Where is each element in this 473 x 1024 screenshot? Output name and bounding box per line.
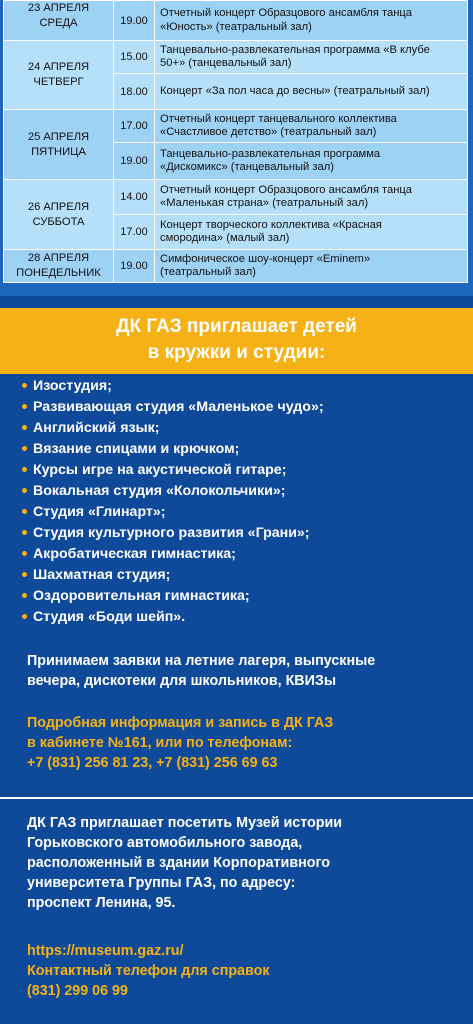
- club-name: Оздоровительная гимнастика;: [33, 588, 250, 604]
- event-text: Симфоническое шоу-концерт «Eminem»: [160, 252, 371, 265]
- event-cell: [155, 74, 468, 110]
- date-weekday: ПОНЕДЕЛЬНИК: [16, 267, 101, 279]
- time-cell: 15.00: [114, 41, 155, 74]
- club-name: Студия «Боди шейп».: [33, 609, 186, 625]
- list-item: [22, 441, 239, 462]
- event-text: Танцевально-развлекательная программа «В клубе: [160, 43, 430, 56]
- club-name: Студия культурного развития «Грани»;: [33, 525, 310, 541]
- info-line: в кабинете №161, или по телефонам:: [27, 735, 293, 751]
- list-item: [22, 588, 250, 609]
- museum-line: университета Группы ГАЗ, по адресу:: [27, 875, 296, 891]
- schedule-table: [3, 0, 468, 283]
- date-cell: [4, 110, 114, 180]
- event-text: смородина» (малый зал): [160, 232, 290, 244]
- event-cell: [155, 143, 468, 180]
- time-cell: 17.00: [114, 215, 155, 250]
- museum-line: Горьковского автомобильного завода,: [27, 835, 303, 851]
- list-item: [22, 609, 185, 630]
- bullet-icon: [22, 467, 27, 472]
- date-weekday: ПЯТНИЦА: [31, 145, 86, 158]
- club-name: Изостудия;: [33, 378, 112, 394]
- section-divider: [0, 797, 473, 799]
- date-weekday: СУББОТА: [32, 215, 85, 228]
- date-cell: [4, 41, 114, 110]
- event-text: «Дискомикс» (танцевальный зал): [160, 161, 334, 173]
- info-line: Подробная информация и запись в ДК ГАЗ: [27, 715, 334, 731]
- museum-text: [27, 813, 457, 913]
- date-day: 28 АПРЕЛЯ: [27, 252, 90, 264]
- date-day: 26 АПРЕЛЯ: [27, 200, 90, 213]
- club-name: Курсы игре на акустической гитаре;: [33, 462, 287, 478]
- bullet-icon: [22, 488, 27, 493]
- table-row: [4, 250, 468, 283]
- event-text: «Счастливое детство» (театральный зал): [160, 126, 377, 138]
- event-text: Отчетный концерт танцевального коллектива: [160, 112, 397, 125]
- club-name: Шахматная студия;: [33, 567, 171, 583]
- bullet-icon: [22, 551, 27, 556]
- contact-label: Контактный телефон для справок: [27, 963, 270, 979]
- banner-subtitle: в кружки и студии:: [147, 342, 326, 363]
- club-name: Вокальная студия «Колокольчики»;: [33, 483, 286, 499]
- club-name: Развивающая студия «Маленькое чудо»;: [33, 399, 324, 415]
- table-row: [4, 180, 468, 215]
- banner-title: ДК ГАЗ приглашает детей: [116, 316, 357, 337]
- list-item: [22, 378, 112, 399]
- date-cell: [4, 1, 114, 41]
- event-text: Отчетный концерт Образцового ансамбля танца: [160, 7, 413, 19]
- bullet-icon: [22, 383, 27, 388]
- contact-phone[interactable]: (831) 299 06 99: [27, 983, 128, 999]
- museum-line: расположенный в здании Корпоративного: [27, 855, 330, 871]
- date-cell: [4, 250, 114, 283]
- list-item: [22, 546, 236, 567]
- applications-line: вечера, дискотеки для школьников, КВИЗы: [27, 673, 337, 689]
- time-cell: 14.00: [114, 180, 155, 215]
- event-cell: [155, 180, 468, 215]
- club-name: Английский язык;: [33, 420, 160, 436]
- list-item: [22, 504, 166, 525]
- event-cell: [155, 1, 468, 41]
- date-day: 24 АПРЕЛЯ: [27, 61, 90, 73]
- list-item: [22, 462, 286, 483]
- event-text: 50+» (танцевальный зал): [160, 57, 292, 69]
- club-name: Студия «Глинарт»;: [33, 504, 166, 520]
- event-text: (театральный зал): [160, 266, 257, 278]
- bullet-icon: [22, 572, 27, 577]
- bullet-icon: [22, 530, 27, 535]
- list-item: [22, 483, 285, 504]
- museum-line: ДК ГАЗ приглашает посетить Музей истории: [27, 815, 343, 831]
- time-cell: 19.00: [114, 250, 155, 283]
- schedule-section: [0, 0, 473, 296]
- bullet-icon: [22, 446, 27, 451]
- club-name: Акробатическая гимнастика;: [33, 546, 236, 562]
- event-text: «Маленькая страна» (театральный зал): [160, 197, 369, 209]
- event-cell: [155, 110, 468, 143]
- bullet-icon: [22, 509, 27, 514]
- club-name: Вязание спицами и крючком;: [33, 441, 240, 457]
- date-day: 23 АПРЕЛЯ: [27, 2, 90, 14]
- event-cell: [155, 41, 468, 74]
- event-cell: [155, 215, 468, 250]
- table-row: [4, 41, 468, 74]
- event-text: Танцевально-развлекательная программа: [160, 147, 381, 160]
- date-cell: [4, 180, 114, 250]
- table-row: [4, 110, 468, 143]
- event-text: Отчетный концерт Образцового ансамбля танца: [160, 183, 413, 196]
- applications-line: Принимаем заявки на летние лагеря, выпускные: [27, 653, 376, 669]
- bullet-icon: [22, 425, 27, 430]
- invitation-banner: [0, 308, 473, 374]
- event-text: «Юность» (театральный зал): [160, 20, 312, 33]
- event-text: Концерт «За пол часа до весны» (театральный зал): [160, 84, 430, 97]
- phone-numbers[interactable]: +7 (831) 256 81 23, +7 (831) 256 69 63: [27, 755, 278, 771]
- list-item: [22, 567, 170, 588]
- date-weekday: ЧЕТВЕРГ: [33, 76, 84, 88]
- museum-address: проспект Ленина, 95.: [27, 895, 176, 911]
- bullet-icon: [22, 593, 27, 598]
- contacts-text: [27, 941, 457, 1001]
- table-row: [4, 1, 468, 41]
- info-text: [27, 713, 457, 773]
- event-text: Концерт творческого коллектива «Красная: [160, 218, 382, 231]
- time-cell: 19.00: [114, 143, 155, 180]
- date-day: 25 АПРЕЛЯ: [27, 130, 90, 143]
- bullet-icon: [22, 404, 27, 409]
- museum-link[interactable]: https://museum.gaz.ru/: [27, 943, 184, 959]
- time-cell: 19.00: [114, 1, 155, 41]
- list-item: [22, 525, 310, 546]
- list-item: [22, 399, 324, 420]
- time-cell: 18.00: [114, 74, 155, 110]
- applications-text: [27, 651, 457, 691]
- list-item: [22, 420, 159, 441]
- event-cell: [155, 250, 468, 283]
- date-weekday: СРЕДА: [39, 17, 78, 29]
- time-cell: 17.00: [114, 110, 155, 143]
- bullet-icon: [22, 614, 27, 619]
